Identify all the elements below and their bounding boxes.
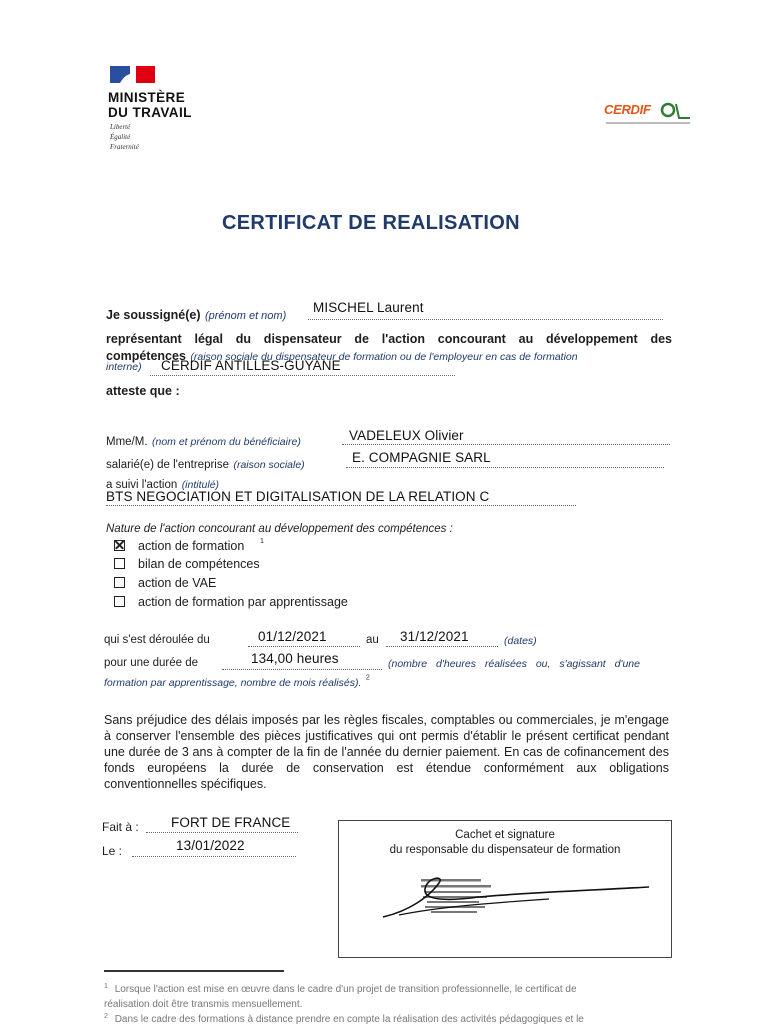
signatory-dotted-line xyxy=(308,319,663,320)
footnote-1-continued: réalisation doit être transmis mensuellement. xyxy=(104,999,303,1010)
ministry-name-line2: DU TRAVAIL xyxy=(108,105,192,120)
duration-dotted-line xyxy=(222,669,382,670)
stamp-and-signature xyxy=(379,871,659,931)
dates-hint: (dates) xyxy=(504,635,537,647)
signatory-label: Je soussigné(e) xyxy=(106,308,201,322)
beneficiary-label: Mme/M. xyxy=(106,436,148,448)
cerdif-swirl-icon xyxy=(660,100,692,124)
checkbox-empty-icon[interactable] xyxy=(114,558,125,569)
duration-label: pour une durée de xyxy=(104,657,198,669)
signed-date-label: Le : xyxy=(102,844,123,858)
ministry-name-line1: MINISTÈRE xyxy=(108,90,186,105)
nature-option-label: action de VAE xyxy=(138,576,217,590)
motto-fraternite: Fraternité xyxy=(110,143,139,151)
signed-date-dotted-line xyxy=(132,856,296,857)
dates-from-value: 01/12/2021 xyxy=(258,629,327,644)
footnote-1 xyxy=(104,983,674,995)
signatory-value: MISCHEL Laurent xyxy=(313,300,424,315)
duration-hint-line2: formation par apprentissage, nombre de mois réalisés). xyxy=(104,677,362,689)
dates-from-label: qui s'est déroulée du xyxy=(104,634,210,646)
footnote-2-text: Dans le cadre des formations à distance prendre en compte la réalisation des activités pédagogiques et le xyxy=(114,1014,584,1025)
representative-dotted-line xyxy=(150,375,455,376)
footnote-2 xyxy=(104,1013,674,1025)
signature-box xyxy=(338,820,672,958)
document-title: CERTIFICAT DE REALISATION xyxy=(222,212,520,234)
representative-competences: compétences xyxy=(106,349,186,363)
footnote-1-number: 1 xyxy=(104,983,108,990)
dates-to-dotted-line xyxy=(386,646,498,647)
nature-option-label: bilan de compétences xyxy=(138,557,260,571)
representative-hint-line2: interne) xyxy=(106,361,142,373)
nature-option-label: action de formation par apprentissage xyxy=(138,595,348,609)
checkbox-empty-icon[interactable] xyxy=(114,596,125,607)
representative-text-line1: représentant légal du dispensateur de l'action concourant au développement des xyxy=(106,332,672,346)
cerdif-logo-text: CERDIF xyxy=(604,102,651,117)
employer-label: salarié(e) de l'entreprise xyxy=(106,459,230,471)
nature-heading: Nature de l'action concourant au développement des compétences : xyxy=(106,523,453,535)
motto-liberte: Liberté xyxy=(110,123,131,131)
beneficiary-hint: (nom et prénom du bénéficiaire) xyxy=(151,436,301,448)
duration-footnote-ref: 2 xyxy=(365,674,370,682)
duration-row2 xyxy=(104,673,370,691)
place-dotted-line xyxy=(146,832,298,833)
signature-box-subtitle: du responsable du dispensateur de formation xyxy=(389,844,621,856)
action-value: BTS NEGOCIATION ET DIGITALISATION DE LA RELATION C xyxy=(106,489,490,504)
nature-option-bilan[interactable] xyxy=(114,556,414,573)
checkbox-checked-icon[interactable] xyxy=(114,540,125,551)
signed-date-value: 13/01/2022 xyxy=(176,838,245,853)
marianne-flag-icon xyxy=(110,66,156,83)
place-label: Fait à : xyxy=(102,820,139,834)
nature-option-vae[interactable] xyxy=(114,575,414,592)
nature-option-label: action de formation xyxy=(138,539,245,553)
dates-to-value: 31/12/2021 xyxy=(400,629,469,644)
nature-option-formation[interactable] xyxy=(114,538,414,555)
representative-value: CERDIF ANTILLES-GUYANE xyxy=(161,358,341,373)
footnote-separator xyxy=(104,970,284,972)
legal-paragraph: Sans préjudice des délais imposés par les règles fiscales, comptables ou commerciales, je m'engage à conserver l'ensemble des pièces justificatives qui ont permis d'établir le présent certificat pendant une durée de 3 ans à compter de la fin de l'année du dernier paiement. En cas de cofinancement des fonds européens la durée de conservation est étendue conformément aux obligations conventionnelles spécifiques. xyxy=(104,713,669,791)
ministry-logo xyxy=(108,66,228,156)
action-label: a suivi l'action xyxy=(106,479,178,491)
action-hint: (intitulé) xyxy=(181,479,220,491)
employer-hint: (raison sociale) xyxy=(233,459,305,471)
atteste-label: atteste que : xyxy=(106,384,180,398)
motto-egalite: Égalité xyxy=(110,133,131,141)
beneficiary-dotted-line xyxy=(342,444,670,445)
place-value: FORT DE FRANCE xyxy=(171,815,291,830)
beneficiary-value: VADELEUX Olivier xyxy=(349,428,464,443)
footnote-2-number: 2 xyxy=(104,1013,108,1020)
action-dotted-line xyxy=(106,505,576,506)
dates-row xyxy=(104,634,664,650)
duration-hint-line1: (nombre d'heures réalisées ou, s'agissant d'une xyxy=(388,658,640,670)
representative-hint-line1: (raison sociale du dispensateur de formation ou de l'employeur en cas de formation xyxy=(190,351,578,363)
duration-value: 134,00 heures xyxy=(251,651,339,666)
nature-option-footnote-ref: 1 xyxy=(260,538,264,545)
dates-to-label: au xyxy=(366,634,379,646)
duration-row xyxy=(104,657,674,673)
employer-value: E. COMPAGNIE SARL xyxy=(352,450,491,465)
checkbox-empty-icon[interactable] xyxy=(114,577,125,588)
nature-option-apprentissage[interactable] xyxy=(114,594,414,611)
signature-box-title: Cachet et signature xyxy=(455,829,555,841)
nature-options xyxy=(114,538,434,614)
cerdif-logo xyxy=(604,100,694,130)
cerdif-tagline-bar xyxy=(606,122,690,124)
footnote-1-text: Lorsque l'action est mise en œuvre dans le cadre d'un projet de transition professionnelle, le certificat de xyxy=(114,984,577,996)
signatory-hint: (prénom et nom) xyxy=(204,310,287,322)
dates-from-dotted-line xyxy=(248,646,360,647)
employer-dotted-line xyxy=(346,467,664,468)
